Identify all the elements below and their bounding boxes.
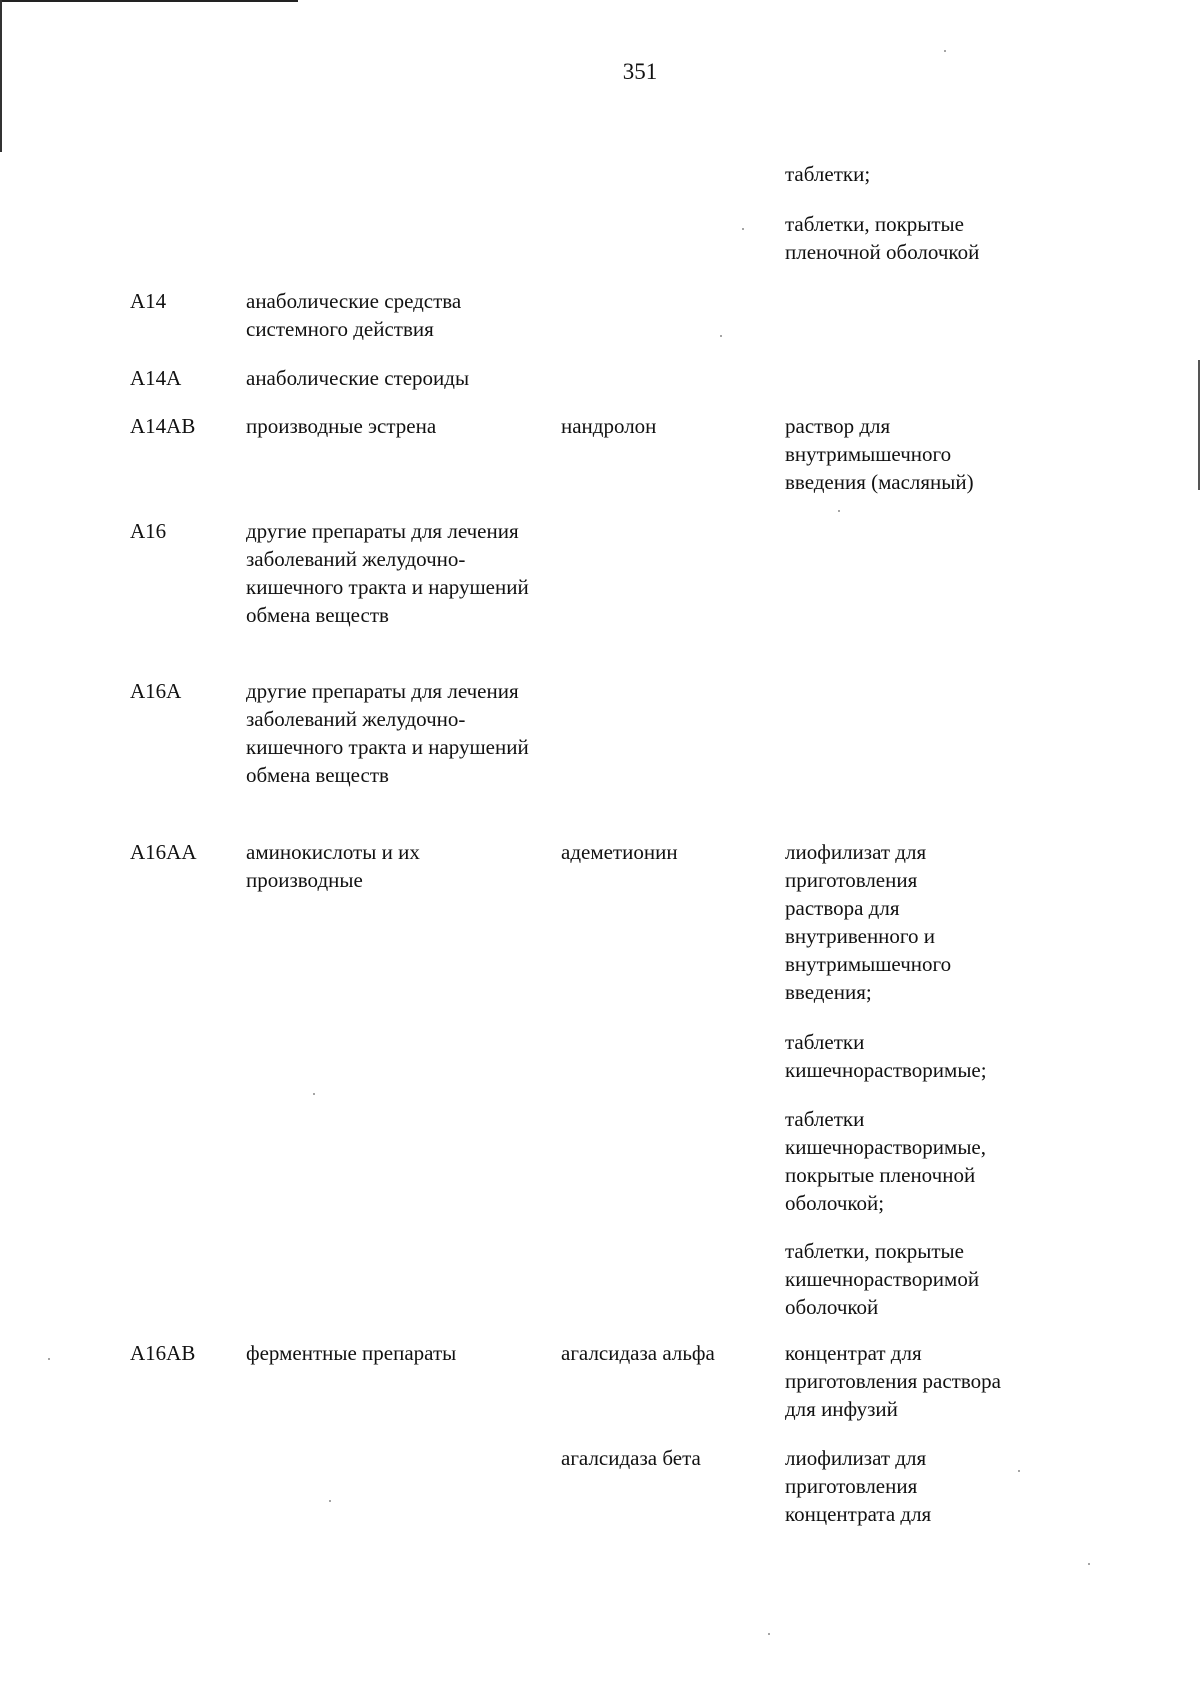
atc-code: A14AB (130, 414, 196, 438)
drug-name: нандролон (561, 414, 657, 438)
atc-group-name: другие препараты для лечения заболеваний желудочно-кишечного тракта и нарушений обмена веществ (246, 519, 529, 627)
atc-code: A16AB (130, 1341, 196, 1365)
scan-speck (944, 50, 946, 52)
scan-speck (329, 1500, 331, 1502)
atc-code: A16AA (130, 840, 197, 864)
continuation-form: таблетки; (785, 162, 871, 186)
dosage-form: таблетки кишечнорастворимые, покрытые пленочной оболочкой; (785, 1107, 987, 1215)
dosage-form: таблетки кишечнорастворимые; (785, 1030, 987, 1082)
scan-speck (313, 1093, 315, 1095)
dosage-form: концентрат для приготовления раствора для инфузий (785, 1341, 1001, 1421)
scan-border-top (0, 0, 298, 2)
scan-speck (1018, 1470, 1020, 1472)
atc-code: A16 (130, 519, 167, 543)
drug-name: агалсидаза бета (561, 1446, 701, 1470)
dosage-form: лиофилизат для приготовления раствора для внутривенного и внутримышечного введения; (785, 840, 952, 1004)
continuation-form: таблетки, покрытые пленочной оболочкой (785, 212, 980, 264)
scan-speck (838, 510, 840, 512)
scan-border-left (0, 0, 2, 152)
scan-speck (1088, 1563, 1090, 1565)
atc-code: A16A (130, 679, 182, 703)
atc-group-name: анаболические средства системного действия (246, 289, 462, 341)
scan-speck (720, 335, 722, 337)
drug-name: адеметионин (561, 840, 678, 864)
atc-group-name: другие препараты для лечения заболеваний желудочно-кишечного тракта и нарушений обмена веществ (246, 679, 529, 787)
scan-speck (742, 228, 744, 230)
atc-group-name: производные эстрена (246, 414, 437, 438)
dosage-form: раствор для внутримышечного введения (масляный) (785, 414, 974, 494)
atc-code: A14A (130, 366, 182, 390)
dosage-form: таблетки, покрытые кишечнорастворимой оболочкой (785, 1239, 980, 1319)
atc-group-name: аминокислоты и их производные (246, 840, 420, 892)
scan-speck (768, 1633, 770, 1635)
atc-group-name: ферментные препараты (246, 1341, 457, 1365)
atc-code: A14 (130, 289, 167, 313)
drug-name: агалсидаза альфа (561, 1341, 715, 1365)
scan-speck (48, 1358, 50, 1360)
atc-group-name: анаболические стероиды (246, 366, 470, 390)
page-number: 351 (622, 59, 658, 84)
dosage-form: лиофилизат для приготовления концентрата для (785, 1446, 932, 1526)
